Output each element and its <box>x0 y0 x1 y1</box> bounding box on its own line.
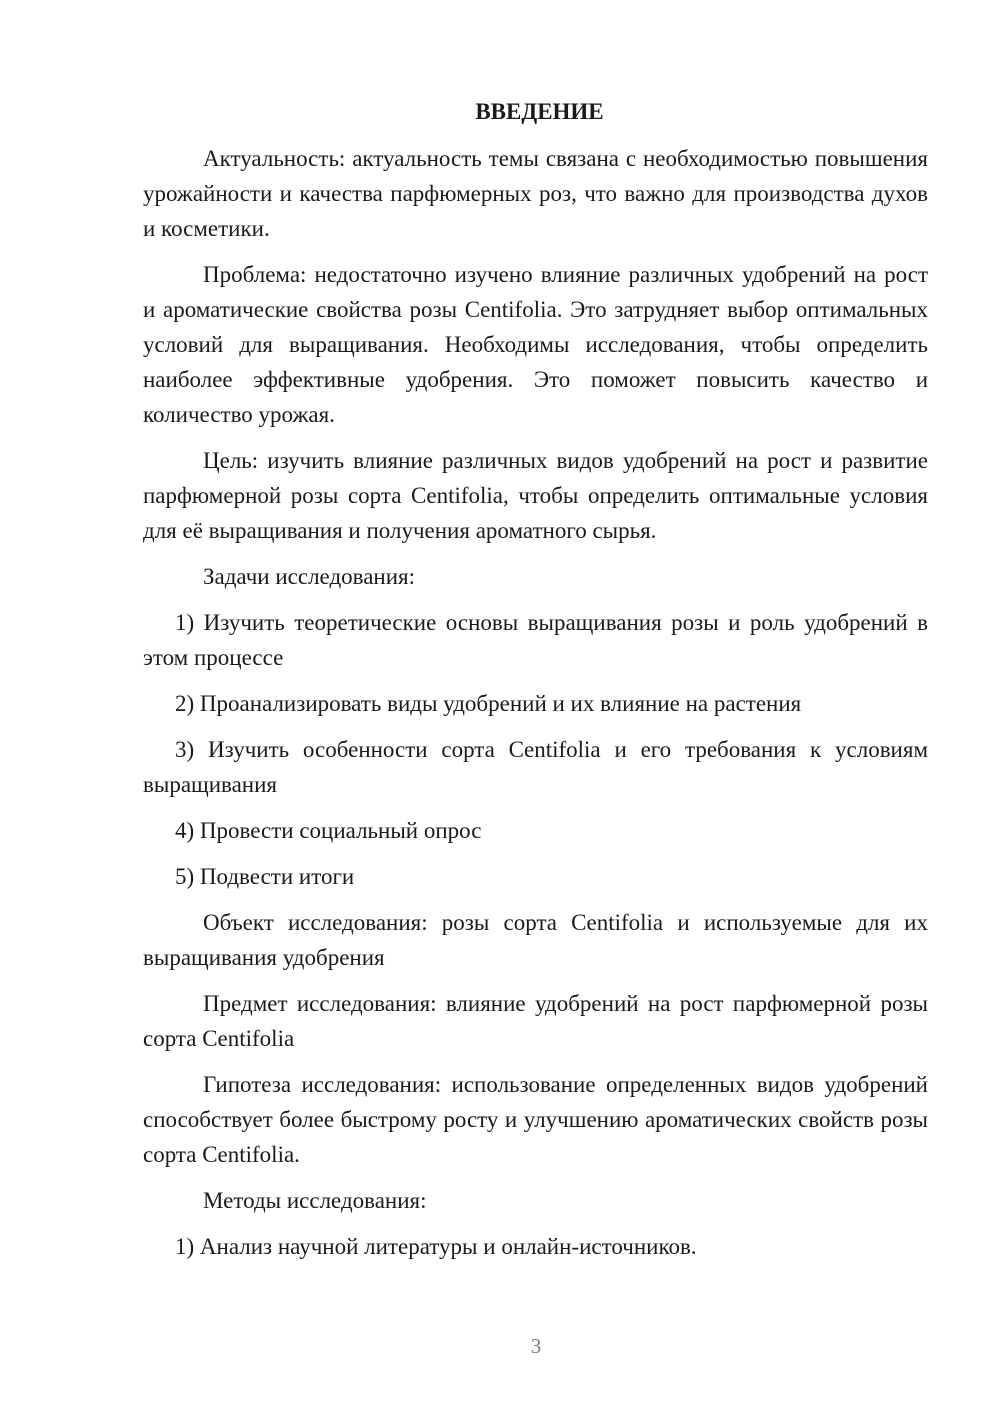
task-item: 4) Провести социальный опрос <box>175 818 482 843</box>
methods-title: Методы исследования: <box>203 1188 427 1213</box>
method-item: 1) Анализ научной литературы и онлайн-источников. <box>175 1234 697 1259</box>
paragraph-hypothesis: Гипотеза исследования: использование определенных видов удобрений способствует более быстрому росту и улучшению ароматических свойств розы сорта Centifolia. <box>143 1072 928 1167</box>
paragraph-relevance: Актуальность: актуальность темы связана с необходимостью повышения урожайности и качества парфюмерных роз, что важно для производства духов и косметики. <box>143 146 928 241</box>
section-heading: ВВЕДЕНИЕ <box>475 99 604 124</box>
page-content <box>143 94 928 1275</box>
paragraph-goal: Цель: изучить влияние различных видов удобрений на рост и развитие парфюмерной розы сорта Centifolia, чтобы определить оптимальные условия для её выращивания и получения ароматного сырья. <box>143 448 928 543</box>
paragraph-subject: Предмет исследования: влияние удобрений на рост парфюмерной розы сорта Centifolia <box>143 991 928 1051</box>
task-item: 2) Проанализировать виды удобрений и их влияние на растения <box>175 691 802 716</box>
task-item: 5) Подвести итоги <box>175 864 355 889</box>
page-number: 3 <box>530 1334 542 1358</box>
tasks-title: Задачи исследования: <box>203 564 416 589</box>
task-item: 1) Изучить теоретические основы выращивания розы и роль удобрений в этом процессе <box>143 610 928 670</box>
task-item: 3) Изучить особенности сорта Centifolia и его требования к условиям выращивания <box>143 737 928 797</box>
paragraph-problem: Проблема: недостаточно изучено влияние различных удобрений на рост и ароматические свойства розы Centifolia. Это затрудняет выбор оптимальных условий для выращивания. Необходимы исследования, чтобы определить наиболее эффективные удобрения. Это поможет повысить качество и количество урожая. <box>143 262 928 427</box>
paragraph-object: Объект исследования: розы сорта Centifolia и используемые для их выращивания удобрения <box>143 910 928 970</box>
